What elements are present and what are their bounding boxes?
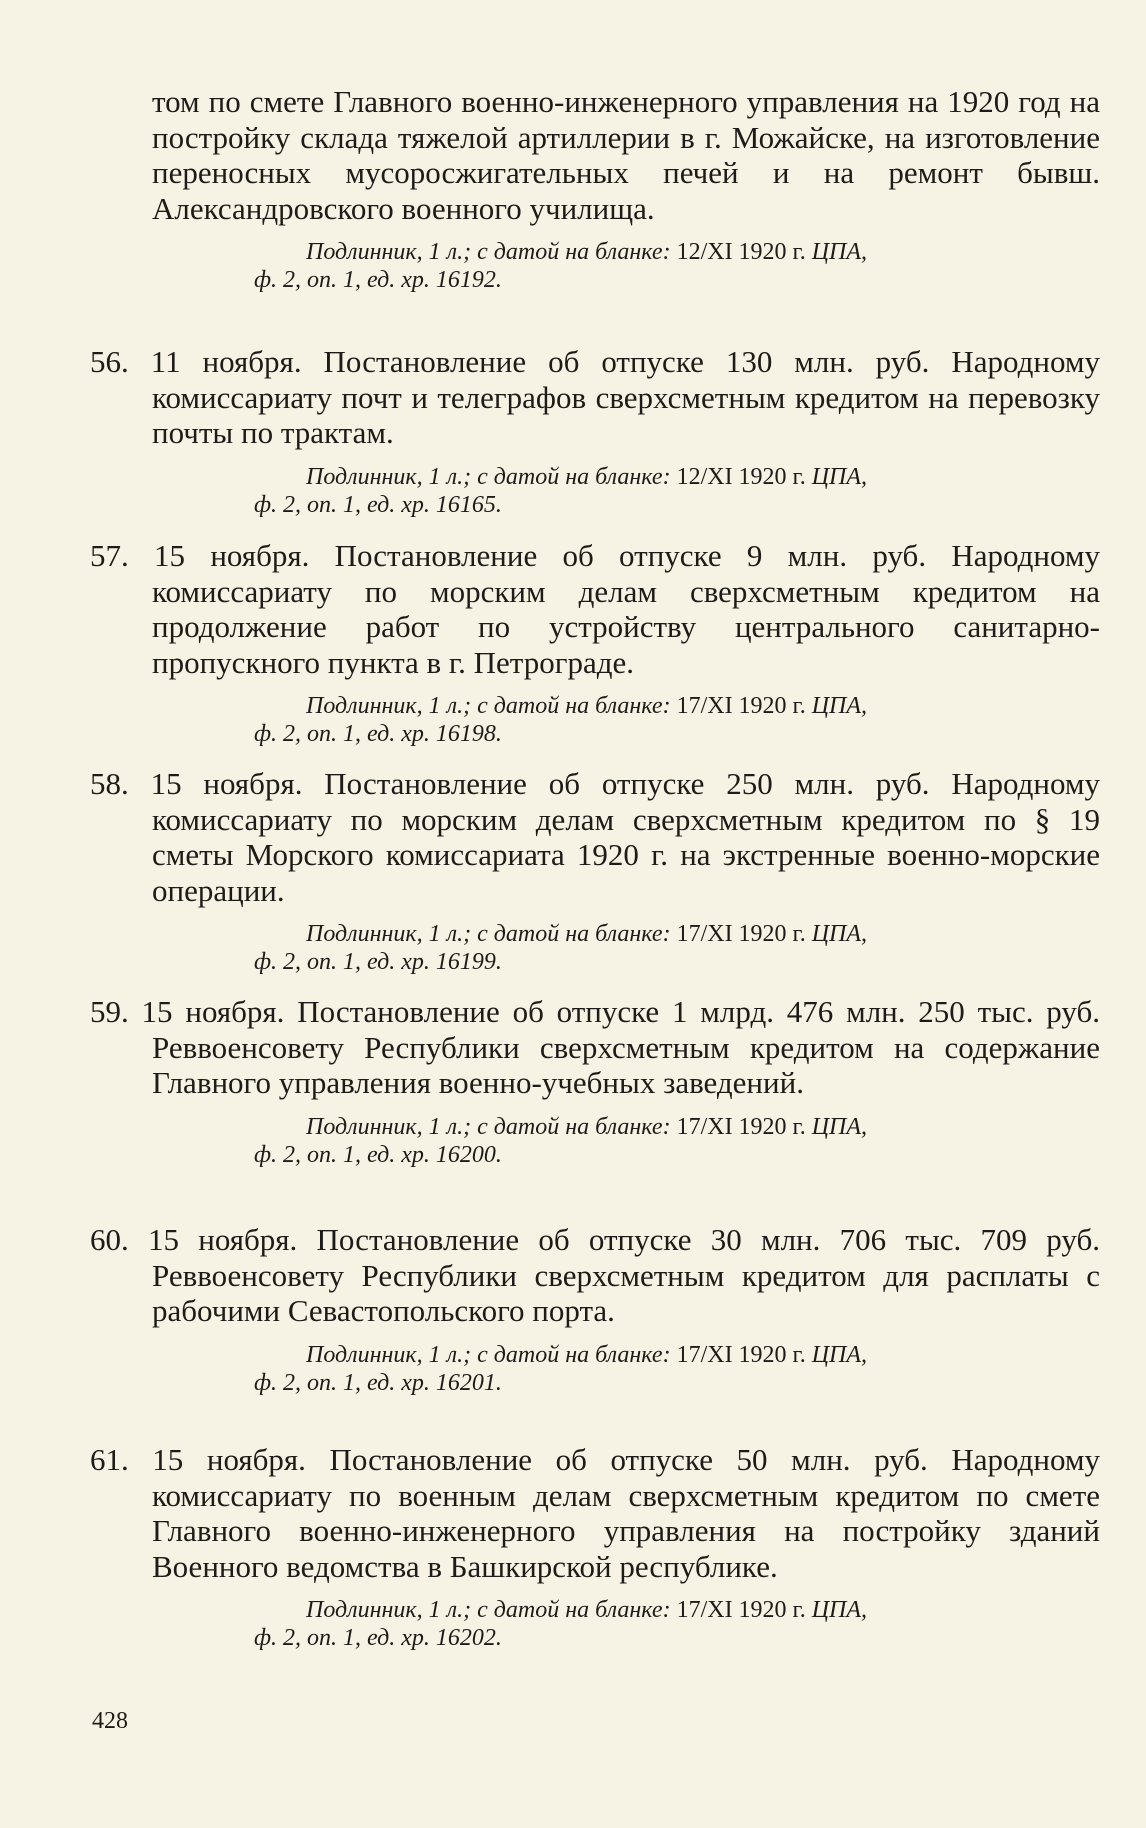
entry-60	[90, 1222, 1100, 1397]
archive-reference: Подлинник, 1 л.; с датой на бланке: 12/XI 1920 г. ЦПА, ф. 2, оп. 1, ед. хр. 16165.	[254, 463, 868, 518]
entry-text: 58. 15 ноября. Постановление об отпуске 250 млн. руб. Народному комиссариату по морским делам сверхсметным кредитом по § 19 сметы Морского комиссариата 1920 г. на экстренные военно-морские операции.	[90, 766, 1100, 908]
archive-reference: Подлинник, 1 л.; с датой на бланке: 12/XI 1920 г. ЦПА, ф. 2, оп. 1, ед. хр. 16192.	[254, 239, 868, 294]
entry-57	[90, 538, 1100, 748]
archive-reference: Подлинник, 1 л.; с датой на бланке: 17/XI 1920 г. ЦПА, ф. 2, оп. 1, ед. хр. 16198.	[254, 693, 868, 748]
entry-58	[90, 766, 1100, 976]
entry-56	[90, 344, 1100, 519]
intro-text: том по смете Главного военно-инженерного управления на 1920 год на постройку склада тяжелой артиллерии в г. Можайске, на изготовление переносных мусоросжигательных печей и на ремонт бывш. Александровского военного училища.	[152, 84, 1100, 226]
archive-reference: Подлинник, 1 л.; с датой на бланке: 17/XI 1920 г. ЦПА, ф. 2, оп. 1, ед. хр. 16199.	[254, 921, 868, 976]
page-number: 428	[92, 1708, 128, 1734]
entry-text: 61. 15 ноября. Постановление об отпуске 50 млн. руб. Народному комиссариату по военным делам сверхсметным кредитом по смете Главного военно-инженерного управления на постройку зданий Военного ведомства в Башкирской республике.	[90, 1442, 1100, 1584]
entry-text: 59. 15 ноября. Постановление об отпуске 1 млрд. 476 млн. 250 тыс. руб. Реввоенсовету Республики сверхсметным кредитом на содержание Главного управления военно-учебных заведений.	[90, 994, 1100, 1101]
entry-61	[90, 1442, 1100, 1652]
entry-text: 56. 11 ноября. Постановление об отпуске 130 млн. руб. Народному комиссариату почт и телеграфов сверхсметным кредитом на перевозку почты по трактам.	[90, 344, 1100, 451]
intro-continuation	[90, 84, 1100, 294]
entry-59	[90, 994, 1100, 1169]
archive-reference: Подлинник, 1 л.; с датой на бланке: 17/XI 1920 г. ЦПА, ф. 2, оп. 1, ед. хр. 16201.	[254, 1341, 868, 1396]
archive-reference: Подлинник, 1 л.; с датой на бланке: 17/XI 1920 г. ЦПА, ф. 2, оп. 1, ед. хр. 16200.	[254, 1113, 868, 1168]
archive-reference: Подлинник, 1 л.; с датой на бланке: 17/XI 1920 г. ЦПА, ф. 2, оп. 1, ед. хр. 16202.	[254, 1597, 868, 1652]
entry-text: 60. 15 ноября. Постановление об отпуске 30 млн. 706 тыс. 709 руб. Реввоенсовету Республики сверхсметным кредитом для расплаты с рабочими Севастопольского порта.	[90, 1222, 1100, 1329]
entry-text: 57. 15 ноября. Постановление об отпуске 9 млн. руб. Народному комиссариату по морским делам сверхсметным кредитом на продолжение работ по устройству центрального санитарно-пропускного пункта в г. Петрограде.	[90, 538, 1100, 680]
